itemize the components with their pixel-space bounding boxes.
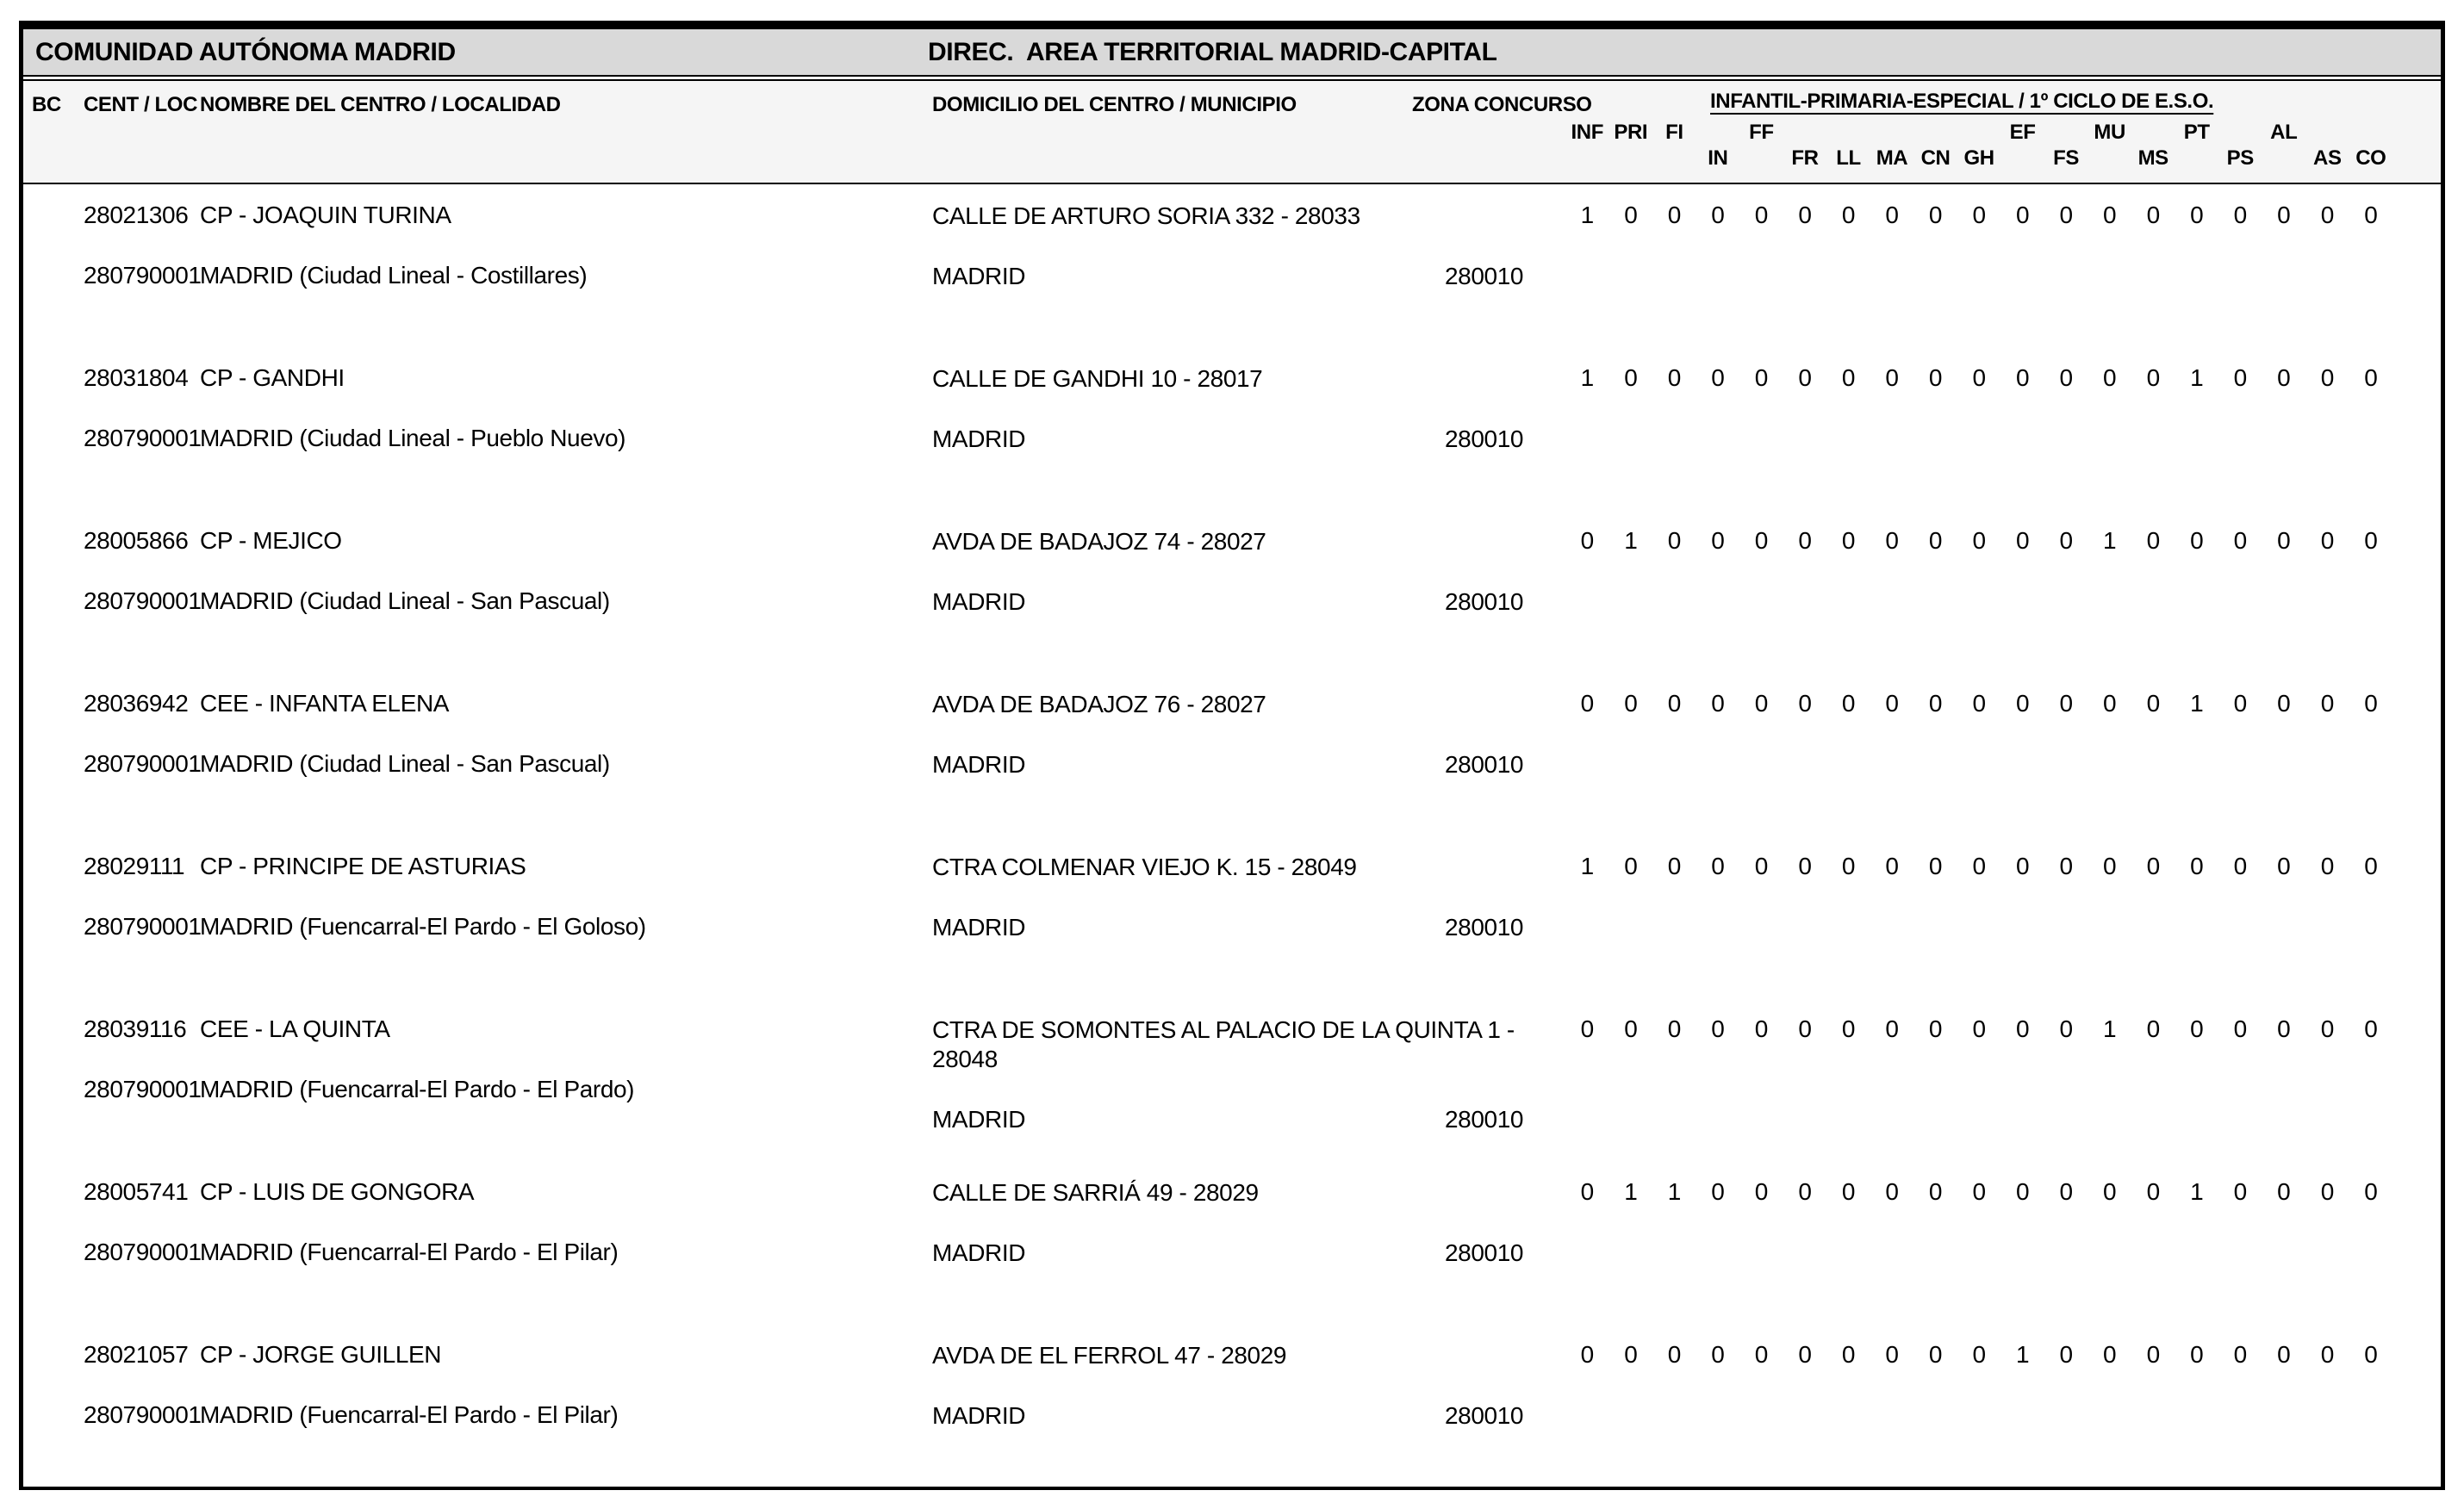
value-ma: 0 (1885, 853, 1899, 879)
center-name: CP - LUIS DE GONGORA (200, 1178, 475, 1205)
center-code: 28005866 (84, 527, 189, 554)
value-fi: 0 (1667, 853, 1681, 879)
value-pt: 0 (2190, 202, 2204, 228)
domicile-line2 (932, 913, 1596, 942)
subject-header-ps: PS (2226, 146, 2254, 170)
locality-code: 280790001 (84, 262, 202, 289)
value-ps: 0 (2233, 202, 2247, 228)
column-header-domicilio: DOMICILIO DEL CENTRO / MUNICIPIO (932, 93, 1297, 116)
subject-header-row-bottom (1565, 146, 2392, 171)
subject-values-row (1565, 690, 2392, 717)
locality-code: 280790001 (84, 1076, 202, 1102)
value-ef: 0 (2015, 853, 2030, 879)
value-ms: 0 (2146, 853, 2160, 879)
value-gh: 0 (1972, 1015, 1986, 1042)
value-co: 0 (2364, 527, 2378, 554)
value-ps: 0 (2233, 1341, 2247, 1368)
value-pri: 0 (1624, 1015, 1638, 1042)
value-ps: 0 (2233, 853, 2247, 879)
value-ll: 0 (1841, 1178, 1856, 1205)
school-record-row (23, 1161, 2441, 1324)
value-ms: 0 (2146, 202, 2160, 228)
value-in: 0 (1711, 202, 1725, 228)
value-fr: 0 (1798, 364, 1812, 391)
value-mu: 0 (2103, 364, 2117, 391)
subject-header-al: AL (2270, 121, 2298, 144)
center-address: AVDA DE BADAJOZ 76 - 28027 (932, 691, 1266, 717)
municipality: MADRID (932, 914, 1026, 941)
center-code: 28039116 (84, 1015, 187, 1042)
value-ms: 0 (2146, 1015, 2160, 1042)
value-fr: 0 (1798, 527, 1812, 554)
school-record-row (23, 347, 2441, 510)
column-header-bc: BC (32, 93, 61, 116)
value-ma: 0 (1885, 527, 1899, 554)
domicile-cell (932, 364, 1596, 454)
subject-header-in: IN (1708, 146, 1728, 170)
subject-header-ms: MS (2137, 146, 2168, 170)
center-name: CP - GANDHI (200, 364, 345, 391)
value-ms: 0 (2146, 1341, 2160, 1368)
value-in: 0 (1711, 853, 1725, 879)
school-record-row (23, 673, 2441, 835)
value-inf: 0 (1580, 1178, 1594, 1205)
locality-name: MADRID (Fuencarral-El Pardo - El Pardo) (200, 1076, 635, 1102)
subject-values-row (1565, 1178, 2392, 1206)
center-address: CALLE DE SARRIÁ 49 - 28029 (932, 1179, 1259, 1206)
zona-concurso-value: 280010 (1445, 588, 1524, 615)
value-fr: 0 (1798, 853, 1812, 879)
value-ms: 0 (2146, 690, 2160, 717)
subject-header-ff: FF (1749, 121, 1774, 144)
locality-code: 280790001 (84, 750, 202, 777)
value-pri: 1 (1624, 527, 1638, 554)
value-fr: 0 (1798, 202, 1812, 228)
value-al: 0 (2277, 853, 2291, 879)
value-pt: 1 (2190, 690, 2204, 717)
value-gh: 0 (1972, 853, 1986, 879)
subject-header-spacer (2000, 146, 2044, 171)
zona-concurso-value: 280010 (1445, 425, 1524, 452)
subject-header-spacer (1696, 121, 1740, 145)
value-ff: 0 (1754, 1015, 1768, 1042)
value-pri: 0 (1624, 1341, 1638, 1368)
subject-header-spacer (2175, 146, 2218, 171)
subject-header-spacer (2218, 121, 2262, 145)
subject-header-spacer (2305, 121, 2349, 145)
value-pt: 1 (2190, 1178, 2204, 1205)
column-header-group-infantil-primaria: INFANTIL-PRIMARIA-ESPECIAL / 1º CICLO DE E.S.O. (1710, 90, 2214, 113)
school-record-row (23, 184, 2441, 347)
value-mu: 0 (2103, 690, 2117, 717)
subject-header-spacer (1870, 121, 1914, 145)
value-ll: 0 (1841, 853, 1856, 879)
value-ll: 0 (1841, 690, 1856, 717)
domicile-line2 (932, 1401, 1596, 1431)
value-ms: 0 (2146, 364, 2160, 391)
value-ef: 0 (2015, 364, 2030, 391)
center-name: CEE - INFANTA ELENA (200, 690, 450, 717)
value-as: 0 (2320, 364, 2334, 391)
value-al: 0 (2277, 364, 2291, 391)
subject-header-row-top (1565, 121, 2392, 145)
value-ef: 0 (2015, 1178, 2030, 1205)
value-fs: 0 (2059, 202, 2073, 228)
subject-header-fs: FS (2053, 146, 2080, 170)
center-address: AVDA DE BADAJOZ 74 - 28027 (932, 528, 1266, 555)
municipality: MADRID (932, 1106, 1026, 1133)
column-header-zona-concurso: ZONA CONCURSO (1412, 93, 1592, 116)
value-mu: 0 (2103, 1178, 2117, 1205)
domicile-cell (932, 690, 1596, 779)
value-al: 0 (2277, 690, 2291, 717)
subject-header-ef: EF (2009, 121, 2036, 144)
value-fs: 0 (2059, 853, 2073, 879)
value-fs: 0 (2059, 1178, 2073, 1205)
value-ff: 0 (1754, 690, 1768, 717)
value-cn: 0 (1928, 527, 1943, 554)
center-address: CALLE DE ARTURO SORIA 332 - 28033 (932, 202, 1360, 229)
value-gh: 0 (1972, 527, 1986, 554)
region-title: COMUNIDAD AUTÓNOMA MADRID (35, 37, 456, 66)
domicile-cell (932, 527, 1596, 617)
school-record-row (23, 510, 2441, 673)
center-code: 28029111 (84, 853, 185, 879)
domicile-cell (932, 1341, 1596, 1431)
value-fr: 0 (1798, 1015, 1812, 1042)
records-area (23, 184, 2441, 1487)
municipality: MADRID (932, 1402, 1026, 1429)
subject-header-spacer (1826, 121, 1870, 145)
domicile-line2 (932, 262, 1596, 291)
domicile-cell (932, 1178, 1596, 1268)
value-al: 0 (2277, 1341, 2291, 1368)
subject-header-spacer (2088, 146, 2131, 171)
value-ll: 0 (1841, 202, 1856, 228)
value-co: 0 (2364, 202, 2378, 228)
center-code: 28036942 (84, 690, 189, 717)
value-al: 0 (2277, 1015, 2291, 1042)
center-name: CP - JORGE GUILLEN (200, 1341, 442, 1368)
value-ef: 0 (2015, 690, 2030, 717)
value-as: 0 (2320, 853, 2334, 879)
value-ms: 0 (2146, 527, 2160, 554)
value-ef: 0 (2015, 1015, 2030, 1042)
value-in: 0 (1711, 527, 1725, 554)
value-fi: 0 (1667, 364, 1681, 391)
value-in: 0 (1711, 1341, 1725, 1368)
subject-header-fi: FI (1665, 121, 1683, 144)
value-ps: 0 (2233, 527, 2247, 554)
value-ll: 0 (1841, 1015, 1856, 1042)
column-header-band (23, 81, 2441, 184)
value-fs: 0 (2059, 527, 2073, 554)
municipality: MADRID (932, 425, 1026, 452)
value-as: 0 (2320, 690, 2334, 717)
zona-concurso-value: 280010 (1445, 1239, 1524, 1266)
center-name: CEE - LA QUINTA (200, 1015, 390, 1042)
subject-header-spacer (2131, 121, 2175, 145)
value-fs: 0 (2059, 690, 2073, 717)
domicile-cell (932, 202, 1596, 291)
value-fi: 0 (1667, 1341, 1681, 1368)
subject-header-fr: FR (1791, 146, 1819, 170)
value-fr: 0 (1798, 1341, 1812, 1368)
value-ma: 0 (1885, 1015, 1899, 1042)
domicile-line2 (932, 425, 1596, 454)
value-mu: 1 (2103, 1015, 2117, 1042)
value-al: 0 (2277, 1178, 2291, 1205)
value-gh: 0 (1972, 1178, 1986, 1205)
value-ll: 0 (1841, 527, 1856, 554)
domicile-line2 (932, 750, 1596, 779)
value-as: 0 (2320, 202, 2334, 228)
title-band (23, 29, 2441, 77)
value-co: 0 (2364, 364, 2378, 391)
value-ma: 0 (1885, 690, 1899, 717)
value-pri: 0 (1624, 202, 1638, 228)
value-inf: 1 (1580, 364, 1594, 391)
subject-values-row (1565, 527, 2392, 555)
value-cn: 0 (1928, 1015, 1943, 1042)
value-cn: 0 (1928, 202, 1943, 228)
zona-concurso-value: 280010 (1445, 914, 1524, 941)
center-address: CALLE DE GANDHI 10 - 28017 (932, 365, 1263, 392)
report-frame (19, 21, 2445, 1490)
subject-header-inf: INF (1571, 121, 1603, 144)
value-fs: 0 (2059, 364, 2073, 391)
column-header-cent-loc: CENT / LOC (84, 93, 197, 116)
value-gh: 0 (1972, 202, 1986, 228)
subject-header-co: CO (2355, 146, 2386, 170)
value-fi: 1 (1667, 1178, 1681, 1205)
center-code: 28021306 (84, 202, 189, 228)
locality-name: MADRID (Fuencarral-El Pardo - El Goloso) (200, 913, 646, 940)
value-co: 0 (2364, 1178, 2378, 1205)
value-ma: 0 (1885, 1178, 1899, 1205)
value-inf: 0 (1580, 1015, 1594, 1042)
subject-values-row (1565, 1341, 2392, 1369)
value-gh: 0 (1972, 690, 1986, 717)
school-record-row (23, 1324, 2441, 1487)
value-pt: 1 (2190, 364, 2204, 391)
value-cn: 0 (1928, 853, 1943, 879)
locality-name: MADRID (Ciudad Lineal - San Pascual) (200, 750, 610, 777)
value-gh: 0 (1972, 364, 1986, 391)
value-pri: 0 (1624, 853, 1638, 879)
value-pt: 0 (2190, 527, 2204, 554)
subject-header-spacer (1913, 121, 1957, 145)
value-fi: 0 (1667, 1015, 1681, 1042)
zona-concurso-value: 280010 (1445, 1402, 1524, 1429)
center-address: CTRA COLMENAR VIEJO K. 15 - 28049 (932, 854, 1357, 880)
value-as: 0 (2320, 1015, 2334, 1042)
value-fr: 0 (1798, 1178, 1812, 1205)
center-name: CP - PRINCIPE DE ASTURIAS (200, 853, 526, 879)
subject-header-spacer (1957, 121, 2001, 145)
locality-name: MADRID (Ciudad Lineal - Pueblo Nuevo) (200, 425, 626, 451)
value-fs: 0 (2059, 1015, 2073, 1042)
value-mu: 0 (2103, 202, 2117, 228)
value-inf: 0 (1580, 1341, 1594, 1368)
center-code: 28021057 (84, 1341, 189, 1368)
value-in: 0 (1711, 364, 1725, 391)
locality-code: 280790001 (84, 587, 202, 614)
subject-header-spacer (1783, 121, 1827, 145)
value-ef: 0 (2015, 202, 2030, 228)
value-fi: 0 (1667, 690, 1681, 717)
value-co: 0 (2364, 1341, 2378, 1368)
value-cn: 0 (1928, 1178, 1943, 1205)
value-cn: 0 (1928, 364, 1943, 391)
center-code: 28005741 (84, 1178, 189, 1205)
subject-header-ma: MA (1876, 146, 1908, 170)
locality-name: MADRID (Fuencarral-El Pardo - El Pilar) (200, 1239, 619, 1265)
zona-concurso-value: 280010 (1445, 751, 1524, 778)
value-cn: 0 (1928, 1341, 1943, 1368)
value-inf: 0 (1580, 690, 1594, 717)
value-ff: 0 (1754, 1341, 1768, 1368)
subject-header-as: AS (2313, 146, 2342, 170)
value-ps: 0 (2233, 1015, 2247, 1042)
value-ma: 0 (1885, 364, 1899, 391)
value-ef: 1 (2015, 1341, 2030, 1368)
value-ff: 0 (1754, 1178, 1768, 1205)
value-in: 0 (1711, 1015, 1725, 1042)
locality-code: 280790001 (84, 1239, 202, 1265)
domicile-cell (932, 853, 1596, 942)
locality-code: 280790001 (84, 913, 202, 940)
value-as: 0 (2320, 1341, 2334, 1368)
value-ms: 0 (2146, 1178, 2160, 1205)
value-ff: 0 (1754, 364, 1768, 391)
subject-header-spacer (2044, 121, 2088, 145)
column-header-nombre: NOMBRE DEL CENTRO / LOCALIDAD (200, 93, 561, 116)
subject-header-pri: PRI (1614, 121, 1648, 144)
municipality: MADRID (932, 751, 1026, 778)
value-co: 0 (2364, 1015, 2378, 1042)
value-as: 0 (2320, 527, 2334, 554)
value-pt: 0 (2190, 1015, 2204, 1042)
locality-name: MADRID (Ciudad Lineal - Costillares) (200, 262, 588, 289)
zona-concurso-value: 280010 (1445, 263, 1524, 289)
value-ll: 0 (1841, 364, 1856, 391)
center-address: CTRA DE SOMONTES AL PALACIO DE LA QUINTA 1 - 28048 (932, 1016, 1515, 1072)
value-ps: 0 (2233, 1178, 2247, 1205)
subject-header-spacer (1652, 146, 1696, 171)
value-ma: 0 (1885, 202, 1899, 228)
value-ps: 0 (2233, 690, 2247, 717)
value-ff: 0 (1754, 527, 1768, 554)
subject-header-ll: LL (1836, 146, 1861, 170)
center-code: 28031804 (84, 364, 189, 391)
value-ff: 0 (1754, 853, 1768, 879)
subject-values-row (1565, 202, 2392, 229)
locality-name: MADRID (Fuencarral-El Pardo - El Pilar) (200, 1401, 619, 1428)
domicile-line2 (932, 1105, 1596, 1134)
subject-header-mu: MU (2094, 121, 2125, 144)
value-al: 0 (2277, 202, 2291, 228)
value-inf: 1 (1580, 853, 1594, 879)
value-in: 0 (1711, 690, 1725, 717)
municipality: MADRID (932, 588, 1026, 615)
value-ff: 0 (1754, 202, 1768, 228)
subject-header-spacer (2262, 146, 2306, 171)
value-fr: 0 (1798, 690, 1812, 717)
value-ef: 0 (2015, 527, 2030, 554)
value-mu: 0 (2103, 1341, 2117, 1368)
value-fs: 0 (2059, 1341, 2073, 1368)
value-pt: 0 (2190, 853, 2204, 879)
zona-concurso-value: 280010 (1445, 1106, 1524, 1133)
value-pri: 0 (1624, 690, 1638, 717)
value-pri: 0 (1624, 364, 1638, 391)
domicile-line2 (932, 587, 1596, 617)
subject-header-spacer (1739, 146, 1783, 171)
school-record-row (23, 835, 2441, 998)
locality-name: MADRID (Ciudad Lineal - San Pascual) (200, 587, 610, 614)
value-mu: 1 (2103, 527, 2117, 554)
subject-values-row (1565, 364, 2392, 392)
locality-code: 280790001 (84, 1401, 202, 1428)
subject-header-cn: CN (1920, 146, 1951, 170)
value-ps: 0 (2233, 364, 2247, 391)
value-fi: 0 (1667, 527, 1681, 554)
subject-header-pt: PT (2183, 121, 2210, 144)
subject-header-spacer (2349, 121, 2393, 145)
value-al: 0 (2277, 527, 2291, 554)
subject-values-row (1565, 1015, 2392, 1043)
locality-code: 280790001 (84, 425, 202, 451)
subject-header-spacer (1565, 146, 1609, 171)
domicile-cell (932, 1015, 1596, 1134)
value-co: 0 (2364, 690, 2378, 717)
value-ll: 0 (1841, 1341, 1856, 1368)
center-address: AVDA DE EL FERROL 47 - 28029 (932, 1342, 1287, 1369)
subject-header-spacer (1609, 146, 1653, 171)
value-mu: 0 (2103, 853, 2117, 879)
center-name: CP - MEJICO (200, 527, 342, 554)
value-cn: 0 (1928, 690, 1943, 717)
subject-header-gh: GH (1963, 146, 1994, 170)
value-fi: 0 (1667, 202, 1681, 228)
value-in: 0 (1711, 1178, 1725, 1205)
value-co: 0 (2364, 853, 2378, 879)
territorial-direction-title: DIREC. AREA TERRITORIAL MADRID-CAPITAL (928, 37, 1497, 66)
value-inf: 1 (1580, 202, 1594, 228)
value-as: 0 (2320, 1178, 2334, 1205)
subject-values-row (1565, 853, 2392, 880)
value-pri: 1 (1624, 1178, 1638, 1205)
value-inf: 0 (1580, 527, 1594, 554)
municipality: MADRID (932, 1239, 1026, 1266)
center-name: CP - JOAQUIN TURINA (200, 202, 451, 228)
value-ma: 0 (1885, 1341, 1899, 1368)
domicile-line2 (932, 1239, 1596, 1268)
school-record-row (23, 998, 2441, 1161)
municipality: MADRID (932, 263, 1026, 289)
value-pt: 0 (2190, 1341, 2204, 1368)
value-gh: 0 (1972, 1341, 1986, 1368)
